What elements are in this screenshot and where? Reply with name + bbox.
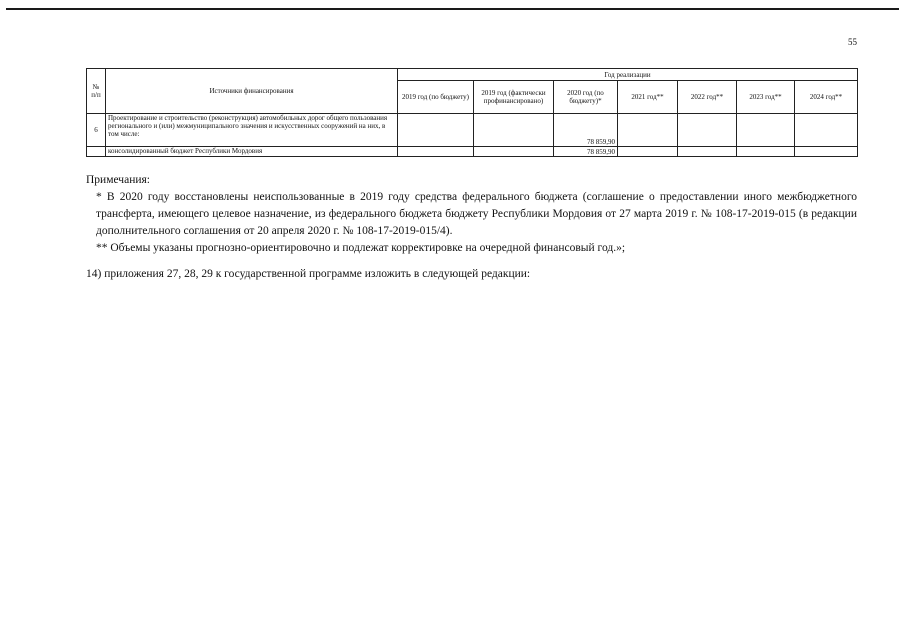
row-value: [618, 147, 678, 157]
financing-table: [86, 68, 858, 157]
year-header: 2020 год (по бюджету)*: [554, 81, 618, 114]
year-group-header: Год реализации: [398, 69, 858, 81]
year-header: 2021 год**: [618, 81, 678, 114]
year-header: 2019 год (по бюджету): [398, 81, 474, 114]
row-value: [474, 114, 554, 147]
row-number: 6: [87, 114, 106, 147]
note-federal-budget: * В 2020 году восстановлены неиспользованные в 2019 году средства федерального бюджета (соглашение о предоставлении иного межбюджетного трансферта, имеющего целевое назначение, из федерального бюджета бюджету Республики Мордовия от 27 марта 2019 г. № 108-17-2019-015 (в редакции дополнительного соглашения от 20 апреля 2020 г. № 108-17-2019-015/4).: [96, 191, 857, 237]
note-forecast: ** Объемы указаны прогнозно-ориентировочно и подлежат корректировке на очередной финансовый год.»;: [96, 242, 626, 254]
num-column-header: № п/п: [87, 69, 106, 114]
row-value: [474, 147, 554, 157]
page-number: 55: [848, 37, 857, 47]
row-value: [678, 147, 737, 157]
row-number: [87, 147, 106, 157]
row-source: Проектирование и строительство (реконструкция) автомобильных дорог общего пользования регионального и (или) межмуниципального значения и искусственных сооружений на них, в том числе:: [106, 114, 398, 147]
item-14: 14) приложения 27, 28, 29 к государственной программе изложить в следующей редакции:: [86, 268, 531, 280]
source-column-header: Источники финансирования: [106, 69, 398, 114]
row-value: [678, 114, 737, 147]
top-rule: [6, 8, 899, 10]
row-value: 78 859,90: [554, 147, 618, 157]
row-value: [398, 114, 474, 147]
year-header: 2022 год**: [678, 81, 737, 114]
row-value: [618, 114, 678, 147]
row-value: 78 859,90: [554, 114, 618, 147]
table-row: [87, 114, 858, 147]
year-header: 2023 год**: [737, 81, 795, 114]
notes-title: Примечания:: [86, 174, 150, 186]
row-value: [737, 147, 795, 157]
row-source: консолидированный бюджет Республики Мордовия: [106, 147, 398, 157]
row-value: [737, 114, 795, 147]
row-value: [398, 147, 474, 157]
year-header: 2024 год**: [795, 81, 858, 114]
table-row: [87, 147, 858, 157]
year-header: 2019 год (фактически профинансировано): [474, 81, 554, 114]
row-value: [795, 147, 858, 157]
notes-block: [86, 172, 857, 257]
row-value: [795, 114, 858, 147]
